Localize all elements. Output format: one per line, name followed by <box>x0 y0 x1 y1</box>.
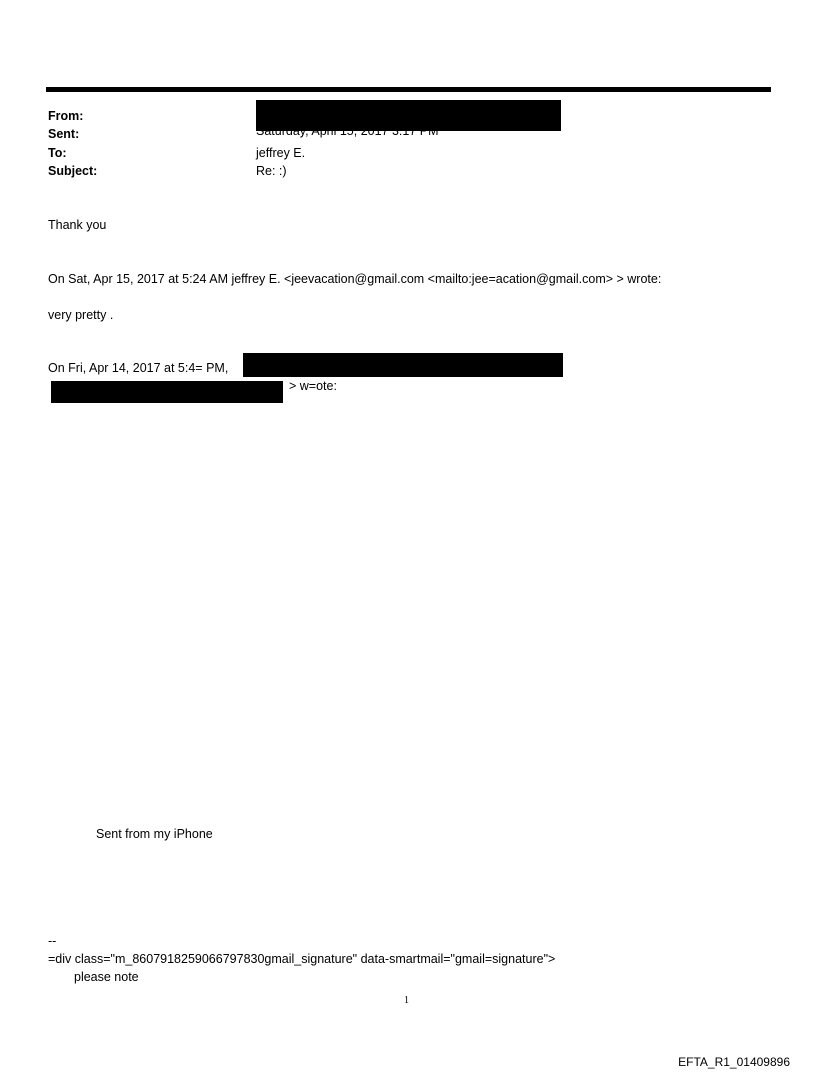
signature-note: please note <box>74 970 139 984</box>
subject-label: Subject: <box>48 164 98 178</box>
sent-label: Sent: <box>48 127 80 141</box>
page-number: 1 <box>404 995 409 1006</box>
to-value: jeffrey E. <box>256 146 306 160</box>
redaction-sender-name <box>243 353 563 377</box>
document-id: EFTA_R1_01409896 <box>678 1055 790 1069</box>
signature-div-line: =div class="m_8607918259066797830gmail_signature" data-smartmail="gmail=signature"> <box>48 952 556 966</box>
quote1-intro: On Sat, Apr 15, 2017 at 5:24 AM jeffrey E. <jeevacation@gmail.com <mailto:jee=acation@gmail.com> > wrote: <box>48 272 662 286</box>
to-label: To: <box>48 146 67 160</box>
quote2-intro: On Fri, Apr 14, 2017 at 5:4= PM, <box>48 361 229 375</box>
subject-value: Re: :) <box>256 164 287 178</box>
sent-value: Saturday, April 15, 2017 3:17 PM <box>256 126 439 138</box>
redaction-sender-email <box>51 381 283 403</box>
quote1-text: very pretty . <box>48 308 114 322</box>
sent-value-wrapper <box>256 126 439 140</box>
quote2-tail: > w=ote: <box>289 379 337 393</box>
header-rule <box>46 87 771 92</box>
signature-dashes: -- <box>48 934 57 948</box>
from-label: From: <box>48 109 84 123</box>
reply-text: Thank you <box>48 218 107 232</box>
sent-from-line: Sent from my iPhone <box>96 827 213 841</box>
